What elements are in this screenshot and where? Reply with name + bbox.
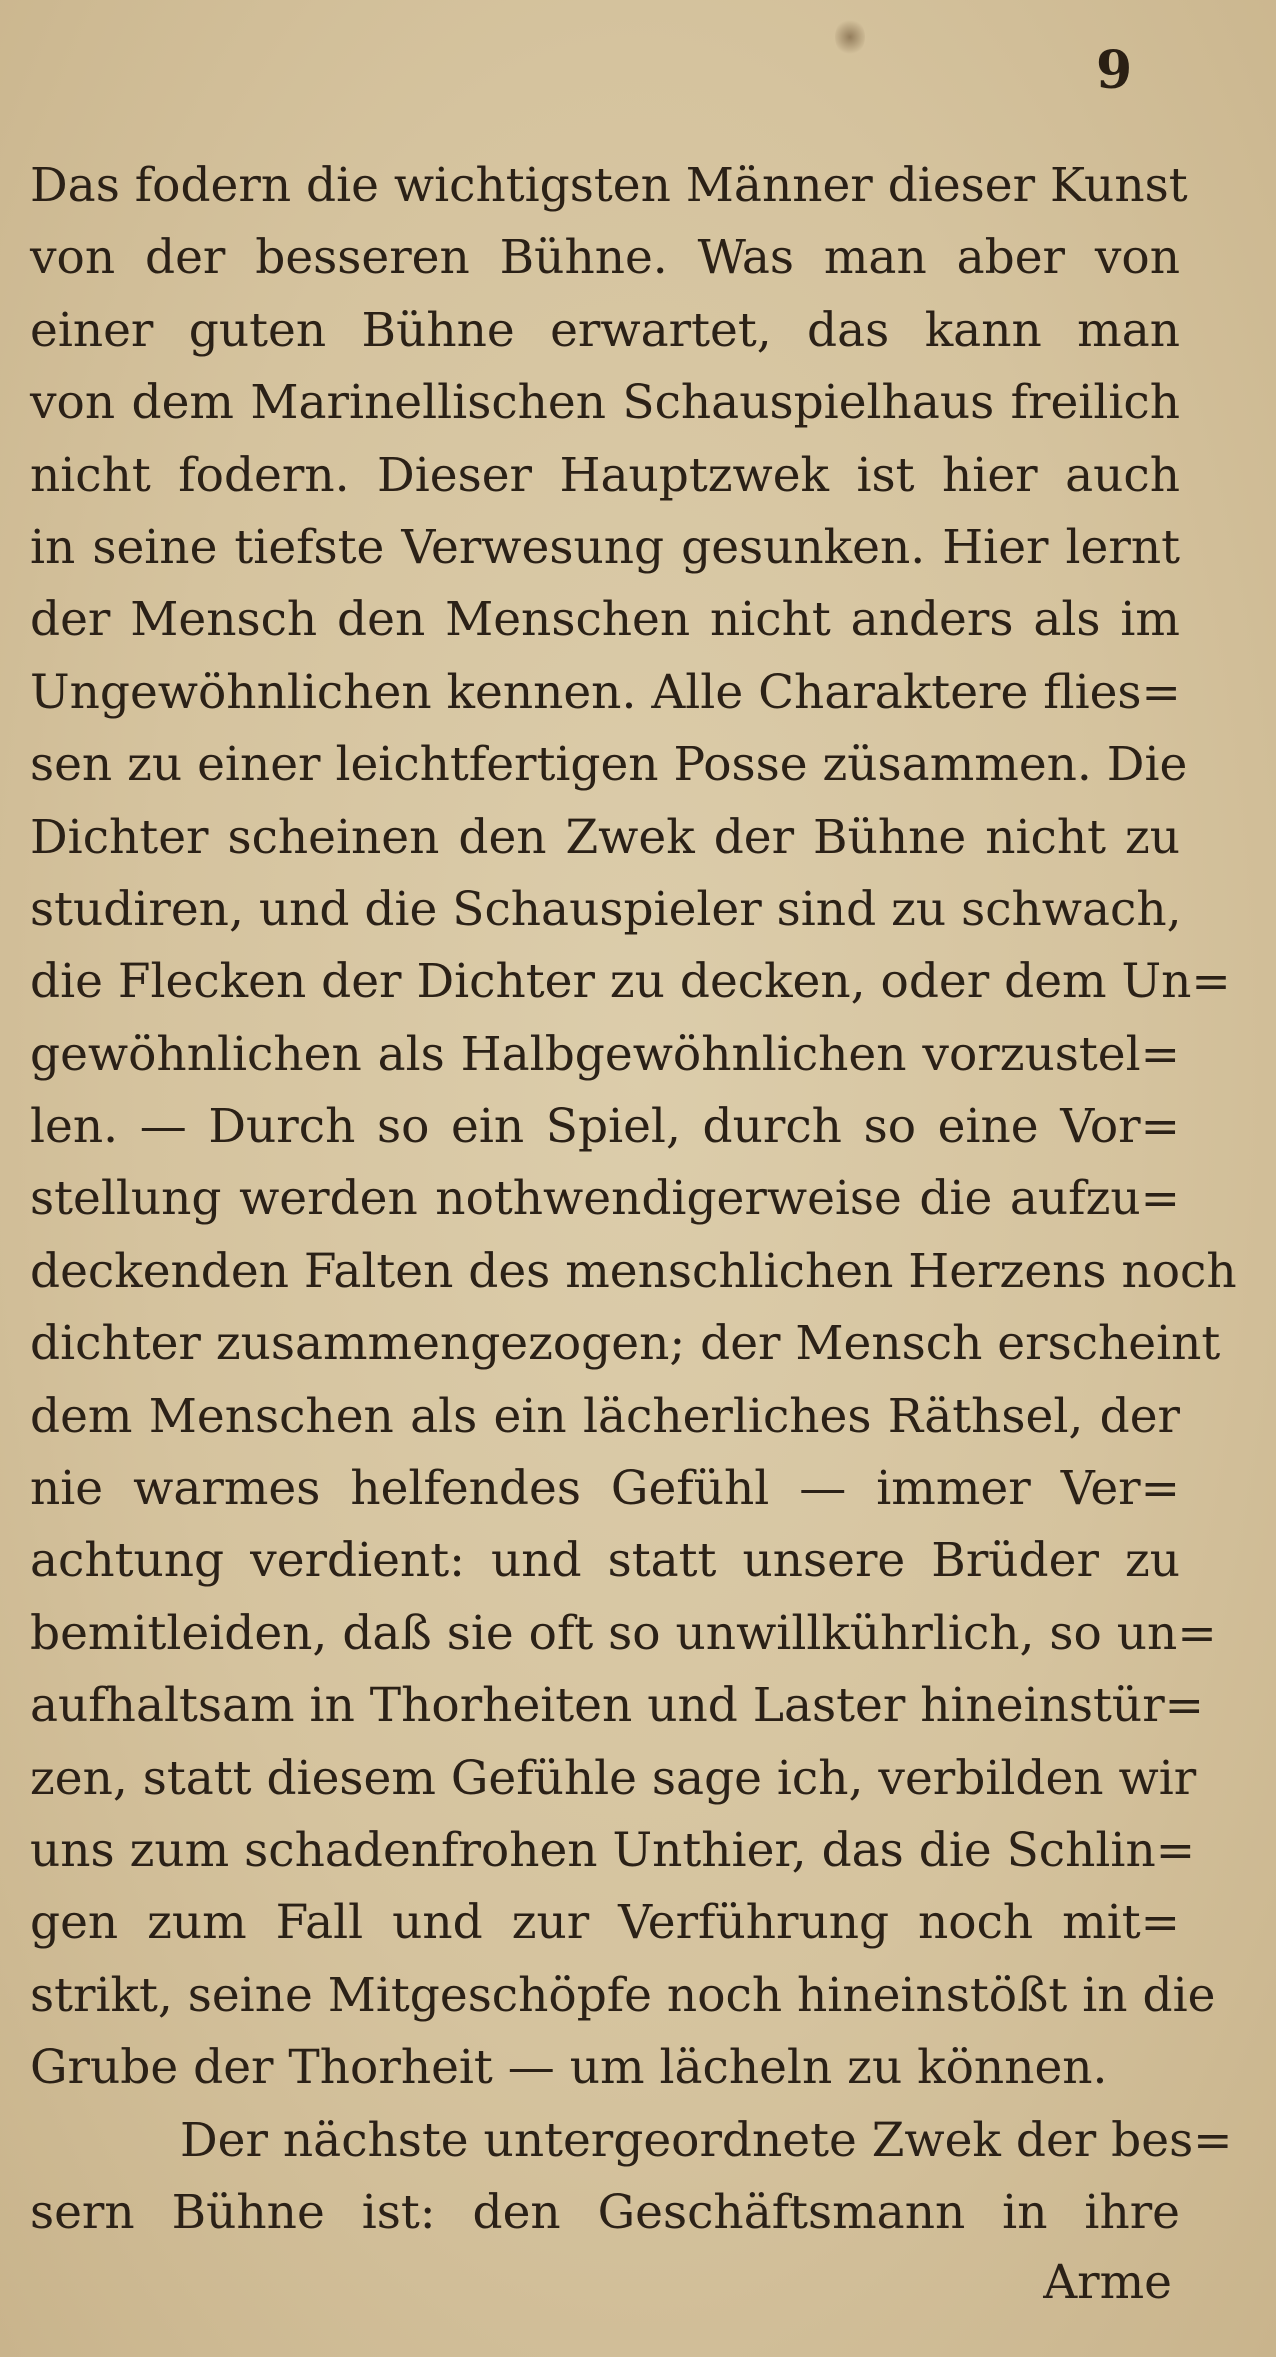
text-line: nie warmes helfendes Gefühl — immer Ver= bbox=[30, 1461, 1180, 1517]
text-line: gewöhnlichen als Halbgewöhnlichen vorzustel= bbox=[30, 1026, 1180, 1082]
text-line: dichter zusammengezogen; der Mensch erscheint bbox=[30, 1316, 1221, 1372]
catchword: Arme bbox=[1043, 2255, 1172, 2310]
text-line: Grube der Thorheit — um lächeln zu können. bbox=[30, 2040, 1108, 2096]
text-line: dem Menschen als ein lächerliches Räthsel, der bbox=[30, 1388, 1180, 1444]
text-line: zen, statt diesem Gefühle sage ich, verbilden wir bbox=[30, 1750, 1197, 1806]
text-line: gen zum Fall und zur Verführung noch mit= bbox=[30, 1895, 1180, 1951]
text-line: von der besseren Bühne. Was man aber von bbox=[30, 230, 1180, 286]
page-number: 9 bbox=[1096, 40, 1133, 101]
text-line: Ungewöhnlichen kennen. Alle Charaktere flies= bbox=[30, 664, 1181, 720]
text-line: in seine tiefste Verwesung gesunken. Hier lernt bbox=[30, 519, 1180, 575]
text-line: strikt, seine Mitgeschöpfe noch hineinstößt in die bbox=[30, 1967, 1216, 2023]
text-line: nicht fodern. Dieser Hauptzwek ist hier auch bbox=[30, 447, 1180, 503]
paper-stain bbox=[835, 18, 865, 56]
text-line: einer guten Bühne erwartet, das kann man bbox=[30, 302, 1180, 358]
text-line: stellung werden nothwendigerweise die aufzu= bbox=[30, 1171, 1180, 1227]
text-line: sen zu einer leichtfertigen Posse züsammen. Die bbox=[30, 737, 1188, 793]
text-line: len. — Durch so ein Spiel, durch so eine Vor= bbox=[30, 1099, 1180, 1155]
body-text bbox=[30, 150, 1237, 2249]
text-line: bemitleiden, daß sie oft so unwillkührlich, so un= bbox=[30, 1605, 1217, 1661]
text-line: deckenden Falten des menschlichen Herzens noch bbox=[30, 1243, 1237, 1299]
text-line: von dem Marinellischen Schauspielhaus freilich bbox=[30, 375, 1180, 431]
text-line: studiren, und die Schauspieler sind zu schwach, bbox=[30, 881, 1182, 937]
text-line: der Mensch den Menschen nicht anders als im bbox=[30, 592, 1180, 648]
text-line: achtung verdient: und statt unsere Brüder zu bbox=[30, 1533, 1180, 1589]
text-line: Dichter scheinen den Zwek der Bühne nicht zu bbox=[30, 809, 1180, 865]
text-line: aufhaltsam in Thorheiten und Laster hineinstür= bbox=[30, 1678, 1205, 1734]
text-line: sern Bühne ist: den Geschäftsmann in ihre bbox=[30, 2184, 1180, 2240]
text-line: Das fodern die wichtigsten Männer dieser Kunst bbox=[30, 158, 1188, 213]
text-line: uns zum schadenfrohen Unthier, das die Schlin= bbox=[30, 1822, 1196, 1878]
text-line: die Flecken der Dichter zu decken, oder dem Un= bbox=[30, 954, 1231, 1010]
text-line: Der nächste untergeordnete Zwek der bes= bbox=[180, 2112, 1233, 2168]
